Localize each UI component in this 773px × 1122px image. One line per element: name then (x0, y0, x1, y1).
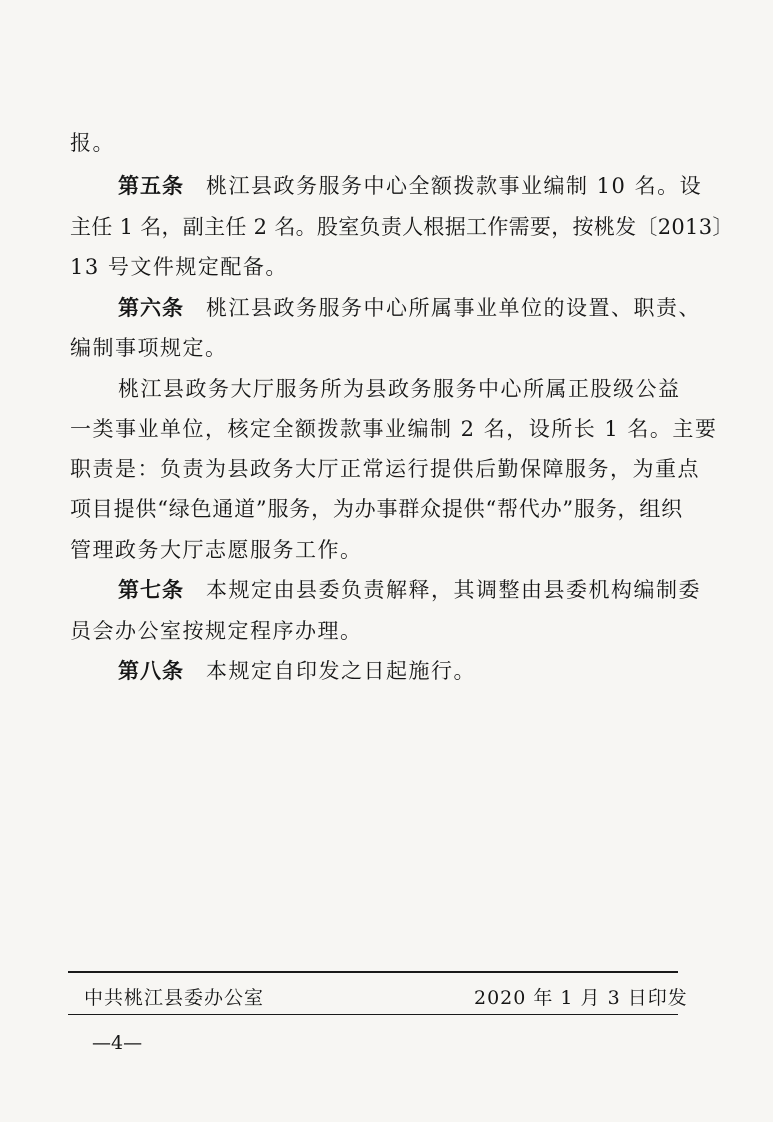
text-line: 员会办公室按规定程序办理。 (70, 619, 363, 643)
text-line: 编制事项规定。 (70, 336, 228, 360)
footer-bottom-rule (68, 1014, 678, 1015)
footer-issuer: 中共桃江县委办公室 (84, 987, 265, 1009)
article-7-heading: 第七条 (118, 577, 184, 602)
article-7-text: 本规定由县委负责解释，其调整由县委机构编制委 (206, 578, 701, 602)
footer-issue-date: 2020 年 1 月 3 日印发 (474, 987, 688, 1009)
page-number: —4— (92, 1032, 143, 1054)
article-5-heading: 第五条 (118, 173, 184, 198)
article-5-first-line (118, 171, 758, 201)
text-line: 13 号文件规定配备。 (70, 255, 288, 279)
article-6-text: 桃江县政务服务中心所属事业单位的设置、职责、 (206, 296, 701, 320)
paragraph-first-line: 桃江县政务大厅服务所为县政务服务中心所属正股级公益 (118, 377, 681, 401)
article-6-heading: 第六条 (118, 295, 184, 320)
article-8-text: 本规定自印发之日起施行。 (206, 659, 476, 683)
article-8-first-line (118, 656, 758, 686)
text-line: 主任 1 名，副主任 2 名。股室负责人根据工作需要，按桃发〔2013〕 (70, 215, 734, 239)
text-line: 报。 (70, 131, 115, 155)
continued-line (70, 128, 710, 158)
text-line: 项目提供“绿色通道”服务，为办事群众提供“帮代办”服务，组织 (70, 497, 683, 521)
article-7-first-line (118, 575, 758, 605)
article-8-heading: 第八条 (118, 658, 184, 683)
text-line: 职责是：负责为县政务大厅正常运行提供后勤保障服务，为重点 (70, 457, 700, 481)
article-5-text: 桃江县政务服务中心全额拨款事业编制 10 名。设 (206, 174, 703, 198)
text-line: 管理政务大厅志愿服务工作。 (70, 538, 363, 562)
article-6-first-line (118, 293, 758, 323)
footer-top-rule (68, 971, 678, 973)
text-line: 一类事业单位，核定全额拨款事业编制 2 名，设所长 1 名。主要 (70, 417, 718, 441)
